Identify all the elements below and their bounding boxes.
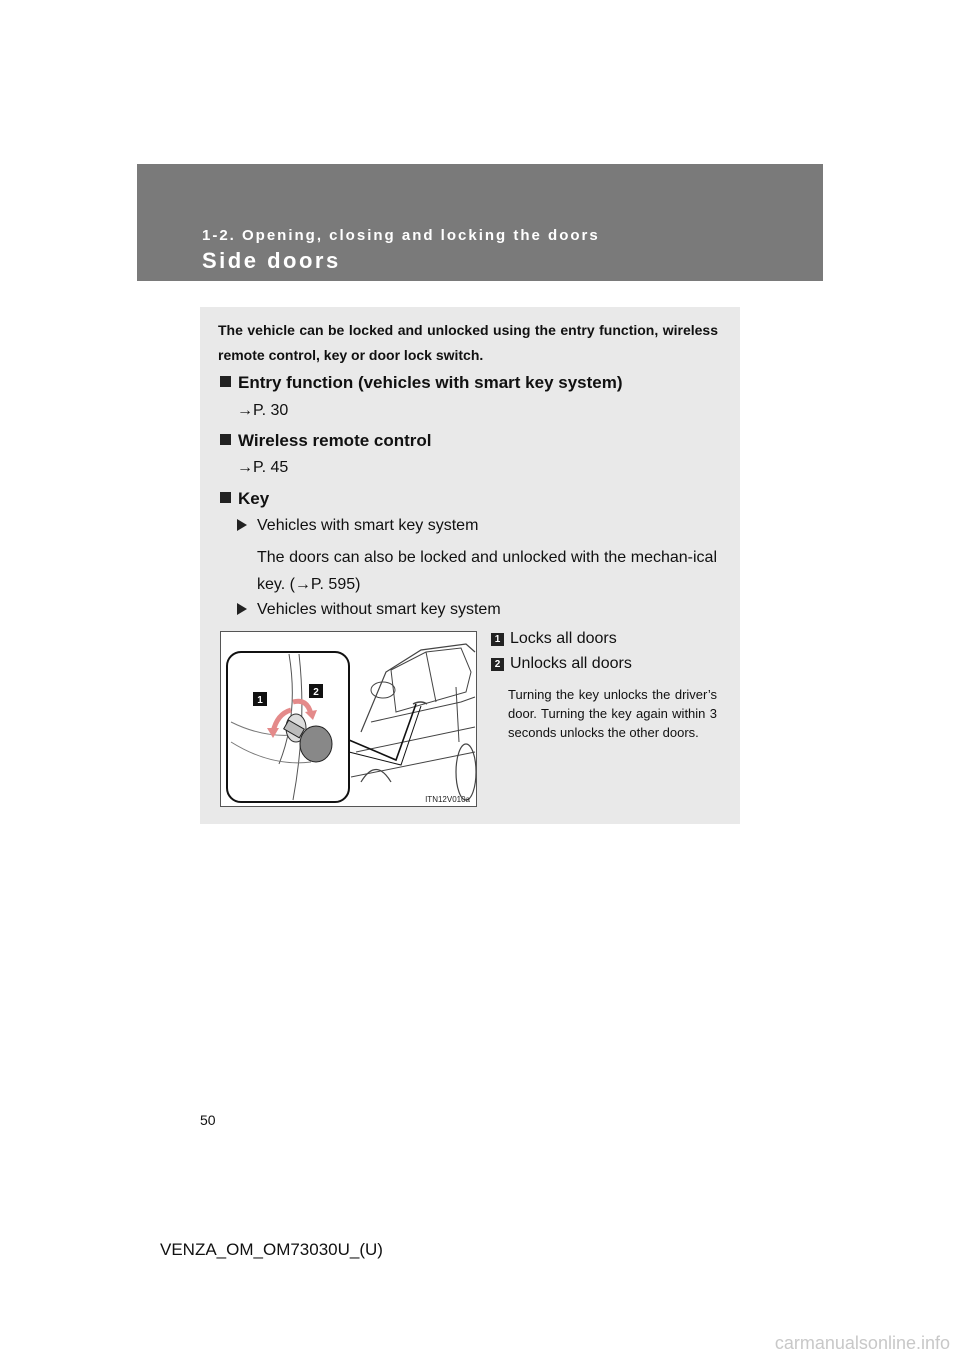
heading-key: Key bbox=[220, 488, 269, 510]
triangle-bullet-icon bbox=[237, 519, 247, 531]
unlock-note: Turning the key unlocks the driver’s door. Turning the key again within 3 seconds unlocks the other doors. bbox=[508, 687, 717, 740]
key-door-illustration bbox=[220, 631, 477, 807]
watermark[interactable]: carmanualsonline.info bbox=[774, 1333, 950, 1353]
page-title: Side doors bbox=[202, 248, 341, 273]
triangle-bullet-icon bbox=[237, 603, 247, 615]
square-bullet-icon bbox=[220, 434, 231, 445]
ref-entry-function[interactable]: →P. 30 bbox=[237, 402, 289, 419]
car-door-lock-illustration bbox=[221, 632, 476, 806]
intro-text: The vehicle can be locked and unlocked using the entry function, wireless remote control, key or door lock switch. bbox=[218, 322, 718, 363]
document-code: VENZA_OM_OM73030U_(U) bbox=[160, 1240, 383, 1259]
heading-wireless-remote: Wireless remote control bbox=[220, 430, 432, 452]
number-badge: 2 bbox=[491, 658, 504, 671]
content-box bbox=[200, 307, 740, 824]
number-badge: 1 bbox=[491, 633, 504, 646]
breadcrumb: 1-2. Opening, closing and locking the doors bbox=[202, 227, 600, 244]
page-number: 50 bbox=[200, 1112, 216, 1128]
legend-item-lock: 1 Locks all doors bbox=[491, 628, 617, 650]
square-bullet-icon bbox=[220, 492, 231, 503]
bullet-smart-key: Vehicles with smart key system bbox=[237, 515, 478, 537]
heading-entry-function: Entry function (vehicles with smart key system) bbox=[220, 372, 623, 394]
bullet-no-smart-key: Vehicles without smart key system bbox=[237, 599, 501, 621]
section-header bbox=[137, 164, 823, 281]
legend-item-unlock: 2 Unlocks all doors bbox=[491, 653, 632, 675]
ref-wireless-remote[interactable]: →P. 45 bbox=[237, 459, 289, 476]
smart-key-paragraph: The doors can also be locked and unlocked with the mechan-ical key. (→P. 595) bbox=[257, 549, 717, 593]
svg-text:1: 1 bbox=[257, 695, 263, 706]
figure-code: ITN12V010a bbox=[425, 795, 470, 804]
svg-text:2: 2 bbox=[313, 687, 319, 698]
square-bullet-icon bbox=[220, 376, 231, 387]
